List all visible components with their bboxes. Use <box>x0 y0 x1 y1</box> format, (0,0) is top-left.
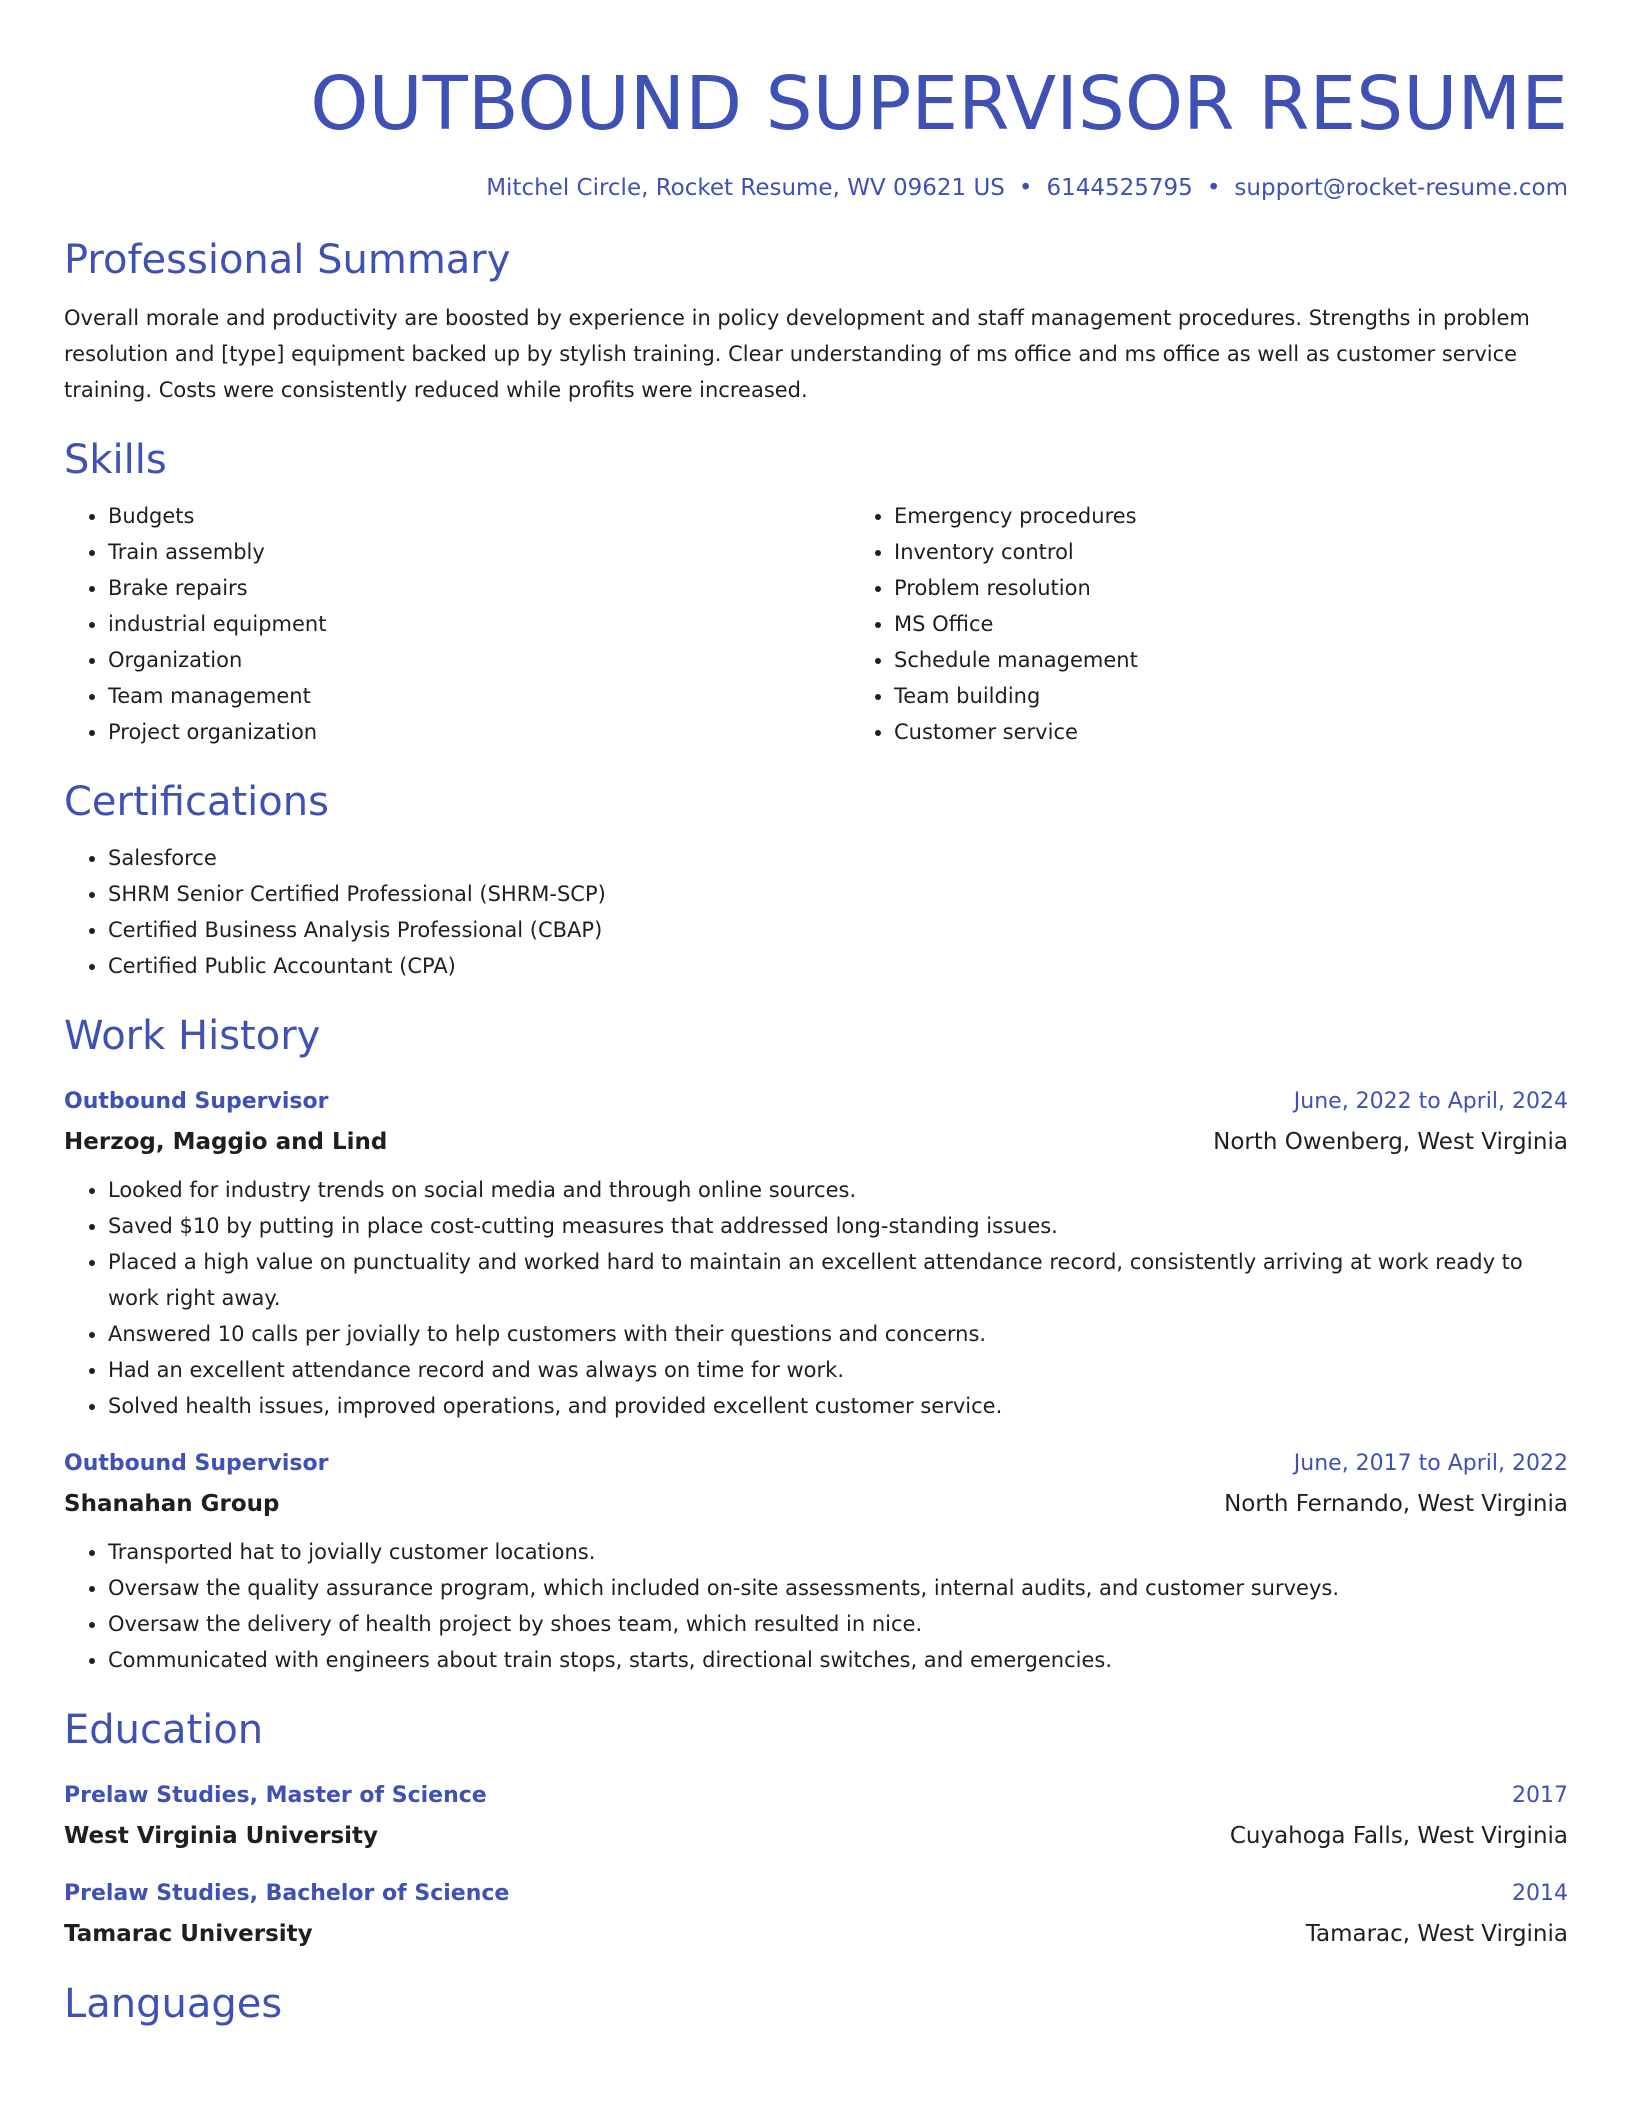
skill-item: • Organization <box>108 642 850 678</box>
certification-item: • SHRM Senior Certified Professional (SHRM-SCP) <box>108 876 1568 912</box>
certification-item: • Certified Business Analysis Professional (CBAP) <box>108 912 1568 948</box>
job-location: North Fernando, West Virginia <box>1224 1491 1568 1517</box>
job-bullet: • Oversaw the quality assurance program, which included on-site assessments, internal audits, and customer surveys. <box>108 1570 1568 1606</box>
job-title-row <box>64 1084 1568 1120</box>
skill-item: • Budgets <box>108 498 850 534</box>
skill-item: • Brake repairs <box>108 570 850 606</box>
skill-item: • Project organization <box>108 714 850 750</box>
certifications-list <box>64 840 1568 984</box>
job-title: Outbound Supervisor <box>64 1451 329 1476</box>
job-title: Outbound Supervisor <box>64 1089 329 1114</box>
job-bullet: • Communicated with engineers about train stops, starts, directional switches, and emergencies. <box>108 1642 1568 1678</box>
skill-item: • Customer service <box>894 714 1138 750</box>
job-entry <box>64 1446 1568 1678</box>
school-row <box>64 1916 1568 1952</box>
school-name: Tamarac University <box>64 1921 313 1947</box>
skill-item: • Schedule management <box>894 642 1138 678</box>
skills-column-left <box>64 498 850 750</box>
job-bullets <box>64 1534 1568 1678</box>
certification-item: • Salesforce <box>108 840 1568 876</box>
job-title-row <box>64 1446 1568 1482</box>
job-company-row <box>64 1486 1568 1522</box>
job-company: Herzog, Maggio and Lind <box>64 1129 388 1155</box>
certifications-heading: Certifications <box>64 779 329 825</box>
school-name: West Virginia University <box>64 1823 379 1849</box>
job-bullet: • Had an excellent attendance record and was always on time for work. <box>108 1352 1568 1388</box>
skill-item: • industrial equipment <box>108 606 850 642</box>
skill-item: • MS Office <box>894 606 1138 642</box>
degree: Prelaw Studies, Master of Science <box>64 1783 487 1808</box>
separator-dot: • <box>1018 175 1033 201</box>
job-company-row <box>64 1124 1568 1160</box>
skills-column-right <box>850 498 1138 750</box>
job-bullet: • Placed a high value on punctuality and worked hard to maintain an excellent attendance record, consistently arriving at work ready to work right away. <box>108 1244 1568 1316</box>
summary-heading: Professional Summary <box>64 237 511 283</box>
skills-list <box>64 498 1568 750</box>
skills-heading: Skills <box>64 437 167 483</box>
skill-item: • Team management <box>108 678 850 714</box>
work-history-heading: Work History <box>64 1013 321 1059</box>
contact-line <box>64 172 1568 204</box>
degree-row <box>64 1876 1568 1912</box>
job-bullet: • Saved $10 by putting in place cost-cutting measures that addressed long-standing issues. <box>108 1208 1568 1244</box>
school-location: Tamarac, West Virginia <box>1305 1921 1568 1947</box>
summary-text: Overall morale and productivity are boosted by experience in policy development and staff management procedures. Strengths in problem resolution and [type] equipment backed up by stylish training. Clear understanding of ms office and ms office as well as customer service training. Costs were consistently reduced while profits were increased. <box>64 306 1530 402</box>
education-entry <box>64 1876 1568 1952</box>
job-bullet: • Looked for industry trends on social media and through online sources. <box>108 1172 1568 1208</box>
job-entry <box>64 1084 1568 1424</box>
job-company: Shanahan Group <box>64 1491 280 1517</box>
job-dates: June, 2022 to April, 2024 <box>1293 1089 1568 1114</box>
contact-phone: 6144525795 <box>1046 175 1193 201</box>
school-row <box>64 1818 1568 1854</box>
job-dates: June, 2017 to April, 2022 <box>1293 1451 1568 1476</box>
skill-item: • Team building <box>894 678 1138 714</box>
graduation-year: 2014 <box>1512 1881 1568 1906</box>
skill-item: • Train assembly <box>108 534 850 570</box>
languages-heading: Languages <box>64 1981 283 2027</box>
contact-address: Mitchel Circle, Rocket Resume, WV 09621 US <box>486 175 1005 201</box>
education-heading: Education <box>64 1707 264 1753</box>
certification-item: • Certified Public Accountant (CPA) <box>108 948 1568 984</box>
job-bullet: • Transported hat to jovially customer locations. <box>108 1534 1568 1570</box>
contact-email[interactable]: support@rocket-resume.com <box>1234 175 1568 201</box>
job-bullet: • Solved health issues, improved operations, and provided excellent customer service. <box>108 1388 1568 1424</box>
job-bullet: • Oversaw the delivery of health project by shoes team, which resulted in nice. <box>108 1606 1568 1642</box>
resume-title: OUTBOUND SUPERVISOR RESUME <box>310 61 1568 147</box>
graduation-year: 2017 <box>1512 1783 1568 1808</box>
separator-dot: • <box>1206 175 1221 201</box>
job-bullets <box>64 1172 1568 1424</box>
job-location: North Owenberg, West Virginia <box>1213 1129 1568 1155</box>
degree: Prelaw Studies, Bachelor of Science <box>64 1881 510 1906</box>
job-bullet: • Answered 10 calls per jovially to help customers with their questions and concerns. <box>108 1316 1568 1352</box>
skill-item: • Emergency procedures <box>894 498 1138 534</box>
school-location: Cuyahoga Falls, West Virginia <box>1229 1823 1568 1849</box>
degree-row <box>64 1778 1568 1814</box>
skill-item: • Inventory control <box>894 534 1138 570</box>
education-entry <box>64 1778 1568 1854</box>
skill-item: • Problem resolution <box>894 570 1138 606</box>
